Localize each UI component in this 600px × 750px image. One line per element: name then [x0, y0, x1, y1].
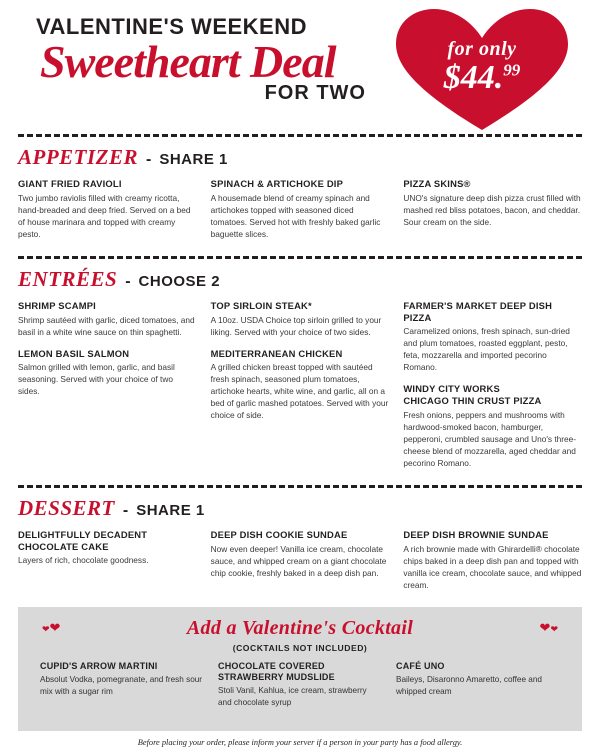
column [403, 529, 582, 601]
menu-item-name: FARMER'S MARKET DEEP DISH PIZZA [403, 299, 553, 323]
menu-item-name: WINDY CITY WORKS CHICAGO THIN CRUST PIZZA [403, 383, 542, 407]
cocktail-item-description: Baileys, Disaronno Amaretto, coffee and whipped cream [396, 675, 542, 696]
header-script-title: Sweetheart Deal [40, 36, 336, 87]
menu-item-description: Now even deeper! Vanilla ice cream, chocolate sauce, and whipped cream on a giant chocolate chip cookie, freshly baked in a deep dish pan. [210, 543, 387, 578]
menu-item [211, 178, 390, 240]
column [211, 529, 390, 601]
header-line-1: VALENTINE'S WEEKEND [36, 14, 308, 39]
section-entrees [18, 267, 582, 479]
section-appetizer-columns [18, 178, 582, 250]
menu-item-description: A rich brownie made with Ghirardelli® chocolate chips baked in a deep dish pan and topped with vanilla ice cream, chocolate sauce, and whipped cream. [403, 543, 582, 590]
menu-item-description: Two jumbo raviolis filled with creamy ricotta, hand-breaded and deep fried. Served on a bed of house marinara and topped with creamy pesto. [18, 192, 191, 239]
section-dessert [18, 496, 582, 601]
menu-item [403, 529, 582, 591]
menu-item-name: LEMON BASIL SALMON [18, 347, 130, 359]
header [18, 0, 582, 128]
section-appetizer-rule: SHARE 1 [159, 151, 228, 168]
menu-item-description: A grilled chicken breast topped with sautéed fresh spinach, seasoned plum tomatoes, artichoke hearts, white wine, and garlic, all on a bed of garlic mashed potatoes. Served with your choice of side. [210, 362, 389, 421]
cocktail-item-description: Absolut Vodka, pomegranate, and fresh sour mix with a sugar rim [40, 675, 203, 696]
section-entrees-heading [18, 267, 582, 292]
menu-item-name: DEEP DISH BROWNIE SUNDAE [403, 528, 549, 540]
column [218, 661, 382, 719]
cocktail-title: Add a Valentine's Cocktail [186, 616, 414, 639]
section-appetizer [18, 145, 582, 250]
divider-dessert [18, 485, 582, 488]
menu-item [403, 383, 582, 469]
section-entrees-dash: - [125, 272, 131, 290]
menu-item-name: GIANT FRIED RAVIOLI [18, 178, 122, 189]
section-entrees-rule: CHOOSE 2 [138, 272, 221, 290]
section-appetizer-title: APPETIZER [18, 145, 139, 169]
column [211, 178, 390, 250]
column [40, 661, 204, 719]
cocktail-item [396, 661, 560, 698]
column [18, 178, 197, 250]
menu-item-name: PIZZA SKINS® [403, 178, 471, 189]
menu-item-description: Layers of rich, chocolate goodness. [18, 555, 149, 566]
price-dollars: $44. [443, 59, 504, 96]
cocktail-item-name: CHOCOLATE COVERED STRAWBERRY MUDSLIDE [218, 660, 335, 683]
divider-entrees [18, 256, 582, 259]
section-entrees-title: ENTRÉES [18, 266, 118, 291]
title-block [18, 14, 418, 105]
column [18, 300, 197, 479]
menu-item-description: Fresh onions, peppers and mushrooms with hardwood-smoked bacon, hamburger, pepperoni, crumbled sausage and Uno's three-cheese blend of mozzarella, aged cheddar and pecorino Romano. [403, 409, 577, 468]
price-badge-for-only: for only [447, 38, 517, 60]
hearts-right-decoration [540, 619, 558, 637]
allergy-disclaimer: Before placing your order, please inform your server if a person in your party has a food allergy. [137, 738, 463, 748]
cocktail-item-name: CAFÉ UNO [396, 660, 445, 671]
menu-item [403, 178, 582, 228]
section-dessert-rule: SHARE 1 [136, 501, 205, 519]
cocktail-panel [18, 607, 582, 731]
menu-item [18, 300, 197, 338]
section-dessert-heading [18, 496, 582, 521]
menu-item [211, 348, 390, 422]
menu-item [403, 300, 582, 374]
hearts-left-decoration [42, 619, 60, 637]
column [396, 661, 560, 719]
cocktail-item-name: CUPID'S ARROW MARTINI [40, 660, 158, 671]
menu-item-name: SPINACH & ARTICHOKE DIP [210, 178, 344, 189]
menu-item-description: Shrimp sautéed with garlic, diced tomatoes, and basil in a white wine sauce on thin spaghetti. [18, 314, 195, 337]
heart-icon: ❤ [550, 623, 558, 634]
menu-item-description: UNO's signature deep dish pizza crust filled with mashed red bliss potatoes, bacon, and cheddar. Sour cream on the side. [403, 192, 581, 227]
menu-item-name: MEDITERRANEAN CHICKEN [210, 347, 343, 359]
price-badge-text [392, 6, 572, 134]
column [18, 529, 197, 601]
cocktail-item [218, 661, 382, 709]
section-appetizer-heading [18, 145, 582, 170]
menu-item-description: A 10oz. USDA Choice top sirloin grilled to your liking. Served with your choice of two sides. [210, 314, 382, 337]
menu-item [18, 348, 197, 398]
cocktail-subtitle: (COCKTAILS NOT INCLUDED) [232, 642, 368, 653]
menu-item-description: Salmon grilled with lemon, garlic, and basil seasoning. Served with your choice of two sides. [18, 362, 175, 397]
cocktail-item [40, 661, 204, 698]
section-dessert-columns [18, 529, 582, 601]
price-badge [392, 6, 572, 134]
column [211, 300, 390, 479]
heart-icon: ❤ [42, 623, 50, 634]
menu-item [18, 178, 197, 240]
cocktail-columns [34, 661, 566, 719]
column [403, 300, 582, 479]
column [403, 178, 582, 250]
menu-item-name: SHRIMP SCAMPI [18, 299, 96, 311]
heart-icon: ❤ [49, 619, 61, 635]
section-appetizer-dash: - [146, 151, 152, 168]
menu-item-name: TOP SIRLOIN STEAK* [210, 299, 312, 311]
section-dessert-title: DESSERT [18, 495, 115, 520]
divider-appetizer [18, 134, 582, 137]
price-badge-amount [392, 61, 572, 95]
menu-item-description: Caramelized onions, fresh spinach, sun-dried and plum tomatoes, roasted eggplant, pesto, feta, mozzarella and imported pecorino Romano. [403, 326, 570, 373]
section-dessert-dash: - [122, 501, 129, 519]
cocktail-item-description: Stoli Vanil, Kahlua, ice cream, strawberry and chocolate syrup [218, 686, 367, 708]
header-line-3: FOR TWO [264, 82, 366, 105]
heart-icon: ❤ [539, 619, 551, 635]
menu-item [18, 529, 197, 567]
menu-item [211, 529, 390, 579]
price-cents: 99 [503, 60, 521, 80]
menu-item-name: DELIGHTFULLY DECADENT CHOCOLATE CAKE [18, 528, 148, 552]
menu-item [211, 300, 390, 338]
menu-item-name: DEEP DISH COOKIE SUNDAE [210, 528, 348, 540]
section-entrees-columns [18, 300, 582, 479]
menu-item-description: A housemade blend of creamy spinach and artichokes topped with seasoned diced tomatoes. Served hot with freshly baked garlic baguette slices. [210, 192, 381, 239]
